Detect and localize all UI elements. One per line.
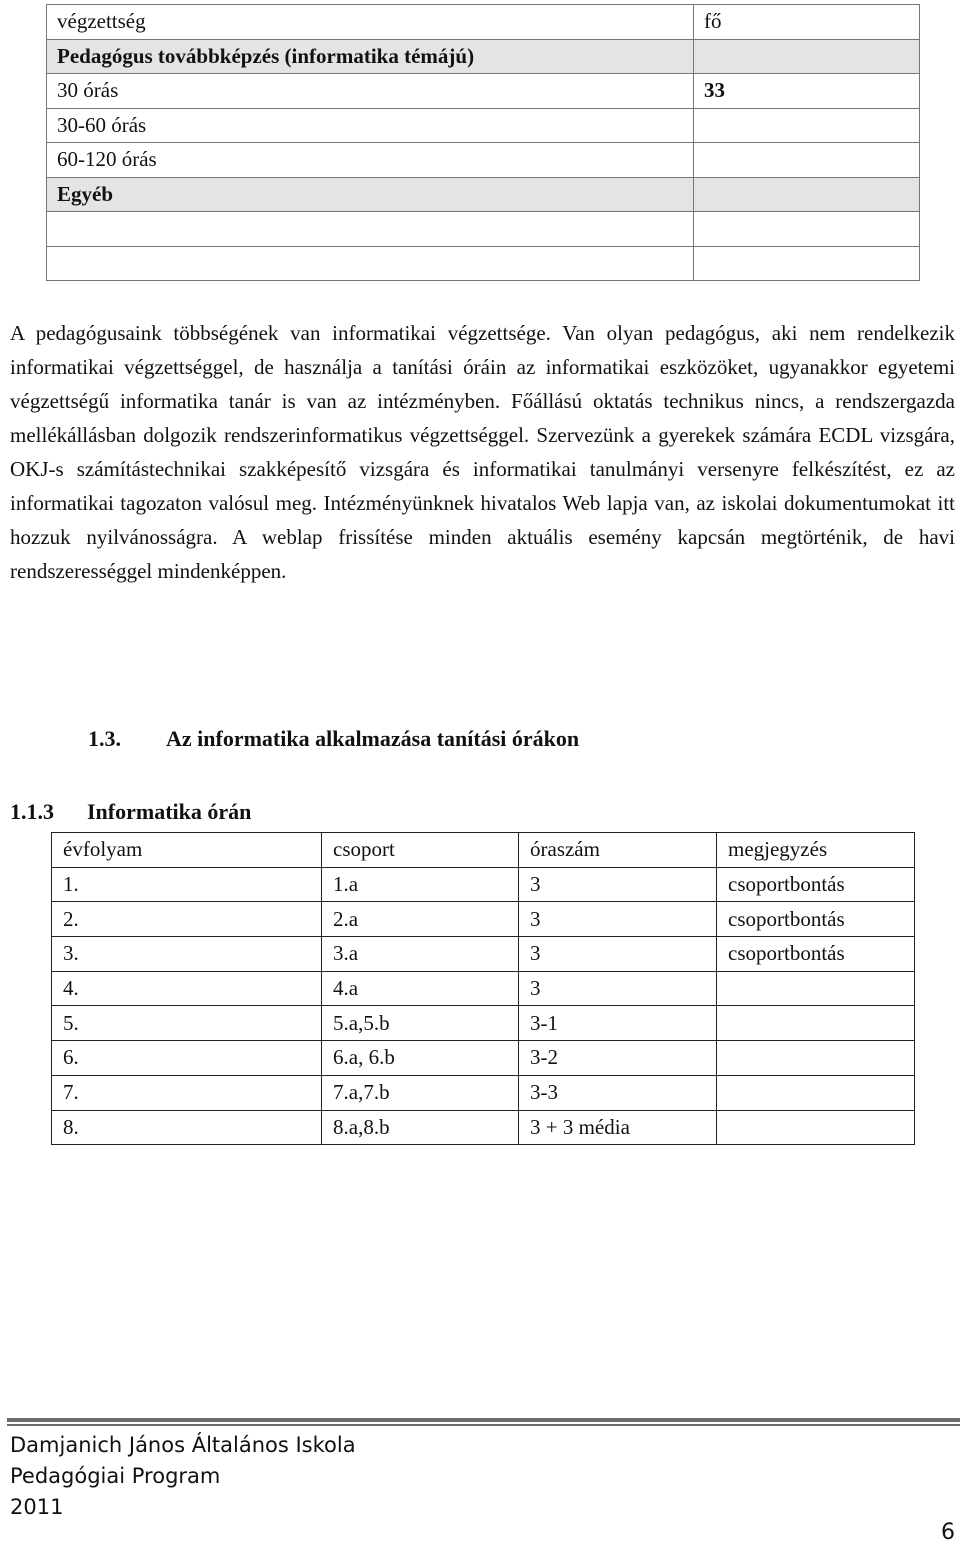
training-label-cell: 60-120 órás xyxy=(47,143,694,178)
training-value-cell: 33 xyxy=(694,74,920,109)
schedule-row xyxy=(52,1110,915,1145)
page-number: 6 xyxy=(941,1520,955,1545)
schedule-cell: 5.a,5.b xyxy=(322,1006,519,1041)
training-label-cell: 30 órás xyxy=(47,74,694,109)
header-cell: csoport xyxy=(322,833,519,868)
schedule-cell: 1. xyxy=(52,867,322,902)
schedule-cell xyxy=(717,1041,915,1076)
section-heading xyxy=(88,726,579,752)
training-label-cell: Pedagógus továbbképzés (informatika témájú) xyxy=(47,39,694,74)
schedule-cell: 4.a xyxy=(322,971,519,1006)
training-row xyxy=(47,39,920,74)
training-row xyxy=(47,177,920,212)
training-value-cell xyxy=(694,212,920,247)
schedule-cell: csoportbontás xyxy=(717,867,915,902)
training-value-cell xyxy=(694,39,920,74)
schedule-row xyxy=(52,867,915,902)
footer-divider-thin xyxy=(7,1424,960,1426)
training-label-cell xyxy=(47,212,694,247)
training-row xyxy=(47,246,920,281)
schedule-cell: 8.a,8.b xyxy=(322,1110,519,1145)
subsection-heading xyxy=(10,799,251,825)
schedule-cell: 5. xyxy=(52,1006,322,1041)
training-value-cell xyxy=(694,143,920,178)
schedule-header-row xyxy=(52,833,915,868)
training-table xyxy=(46,4,920,281)
body-paragraph: A pedagógusaink többségének van informatikai végzettsége. Van olyan pedagógus, aki nem rendelkezik informatikai végzettséggel, de használja a tanítási óráin az informatikai eszközöket, ugyanakkor egyetemi végzettségű informatika tanár is van az intézményben. Főállású oktatás technikus nincs, a rendszergazda mellékállásban dolgozik rendszerinformatikus végzettséggel. Szervezünk a gyerekek számára ECDL vizsgára, OKJ-s számítástechnikai szakképesítő vizsgára és informatikai tanulmányi versenyre felkészítést, ez az informatikai tagozaton valósul meg. Intézményünknek hivatalos Web lapja van, az iskolai dokumentumokat itt hozzuk nyilvánosságra. A weblap frissítése minden aktuális esemény kapcsán megtörténik, de havi rendszerességgel mindenképpen. xyxy=(10,321,955,583)
schedule-cell: 3. xyxy=(52,937,322,972)
training-label-cell xyxy=(47,246,694,281)
section-title: Az informatika alkalmazása tanítási órákon xyxy=(166,726,580,751)
training-value-cell: fő xyxy=(694,5,920,40)
schedule-cell: 3-3 xyxy=(519,1075,717,1110)
schedule-cell: 2. xyxy=(52,902,322,937)
training-value-cell xyxy=(694,246,920,281)
header-cell: évfolyam xyxy=(52,833,322,868)
footer xyxy=(10,1430,356,1523)
schedule-cell xyxy=(717,971,915,1006)
subsection-title: Informatika órán xyxy=(87,799,252,824)
schedule-cell: 3 xyxy=(519,902,717,937)
schedule-row xyxy=(52,1041,915,1076)
schedule-cell: 7. xyxy=(52,1075,322,1110)
training-label-cell: 30-60 órás xyxy=(47,108,694,143)
schedule-cell: 3 + 3 média xyxy=(519,1110,717,1145)
training-label-cell: végzettség xyxy=(47,5,694,40)
subsection-number: 1.1.3 xyxy=(10,799,54,824)
training-row xyxy=(47,74,920,109)
section-number: 1.3. xyxy=(88,726,121,751)
schedule-cell: 2.a xyxy=(322,902,519,937)
training-row xyxy=(47,212,920,247)
schedule-cell: csoportbontás xyxy=(717,902,915,937)
schedule-cell xyxy=(717,1006,915,1041)
schedule-cell xyxy=(717,1110,915,1145)
schedule-row xyxy=(52,937,915,972)
footer-divider xyxy=(7,1418,960,1422)
training-row xyxy=(47,143,920,178)
header-cell: megjegyzés xyxy=(717,833,915,868)
schedule-cell xyxy=(717,1075,915,1110)
schedule-cell: 3-2 xyxy=(519,1041,717,1076)
schedule-cell: csoportbontás xyxy=(717,937,915,972)
training-row xyxy=(47,108,920,143)
schedule-cell: 1.a xyxy=(322,867,519,902)
schedule-cell: 8. xyxy=(52,1110,322,1145)
header-cell: óraszám xyxy=(519,833,717,868)
schedule-row xyxy=(52,1075,915,1110)
schedule-cell: 4. xyxy=(52,971,322,1006)
schedule-cell: 3-1 xyxy=(519,1006,717,1041)
schedule-cell: 3 xyxy=(519,867,717,902)
schedule-row xyxy=(52,902,915,937)
training-value-cell xyxy=(694,177,920,212)
footer-school: Damjanich János Általános Iskola xyxy=(10,1433,356,1457)
training-row xyxy=(47,5,920,40)
training-value-cell xyxy=(694,108,920,143)
training-label-cell: Egyéb xyxy=(47,177,694,212)
footer-program: Pedagógiai Program xyxy=(10,1464,221,1488)
schedule-row xyxy=(52,971,915,1006)
schedule-cell: 6.a, 6.b xyxy=(322,1041,519,1076)
schedule-table xyxy=(51,832,915,1145)
schedule-row xyxy=(52,1006,915,1041)
schedule-cell: 3 xyxy=(519,971,717,1006)
schedule-cell: 6. xyxy=(52,1041,322,1076)
schedule-cell: 3 xyxy=(519,937,717,972)
schedule-cell: 3.a xyxy=(322,937,519,972)
footer-year: 2011 xyxy=(10,1495,64,1519)
schedule-cell: 7.a,7.b xyxy=(322,1075,519,1110)
